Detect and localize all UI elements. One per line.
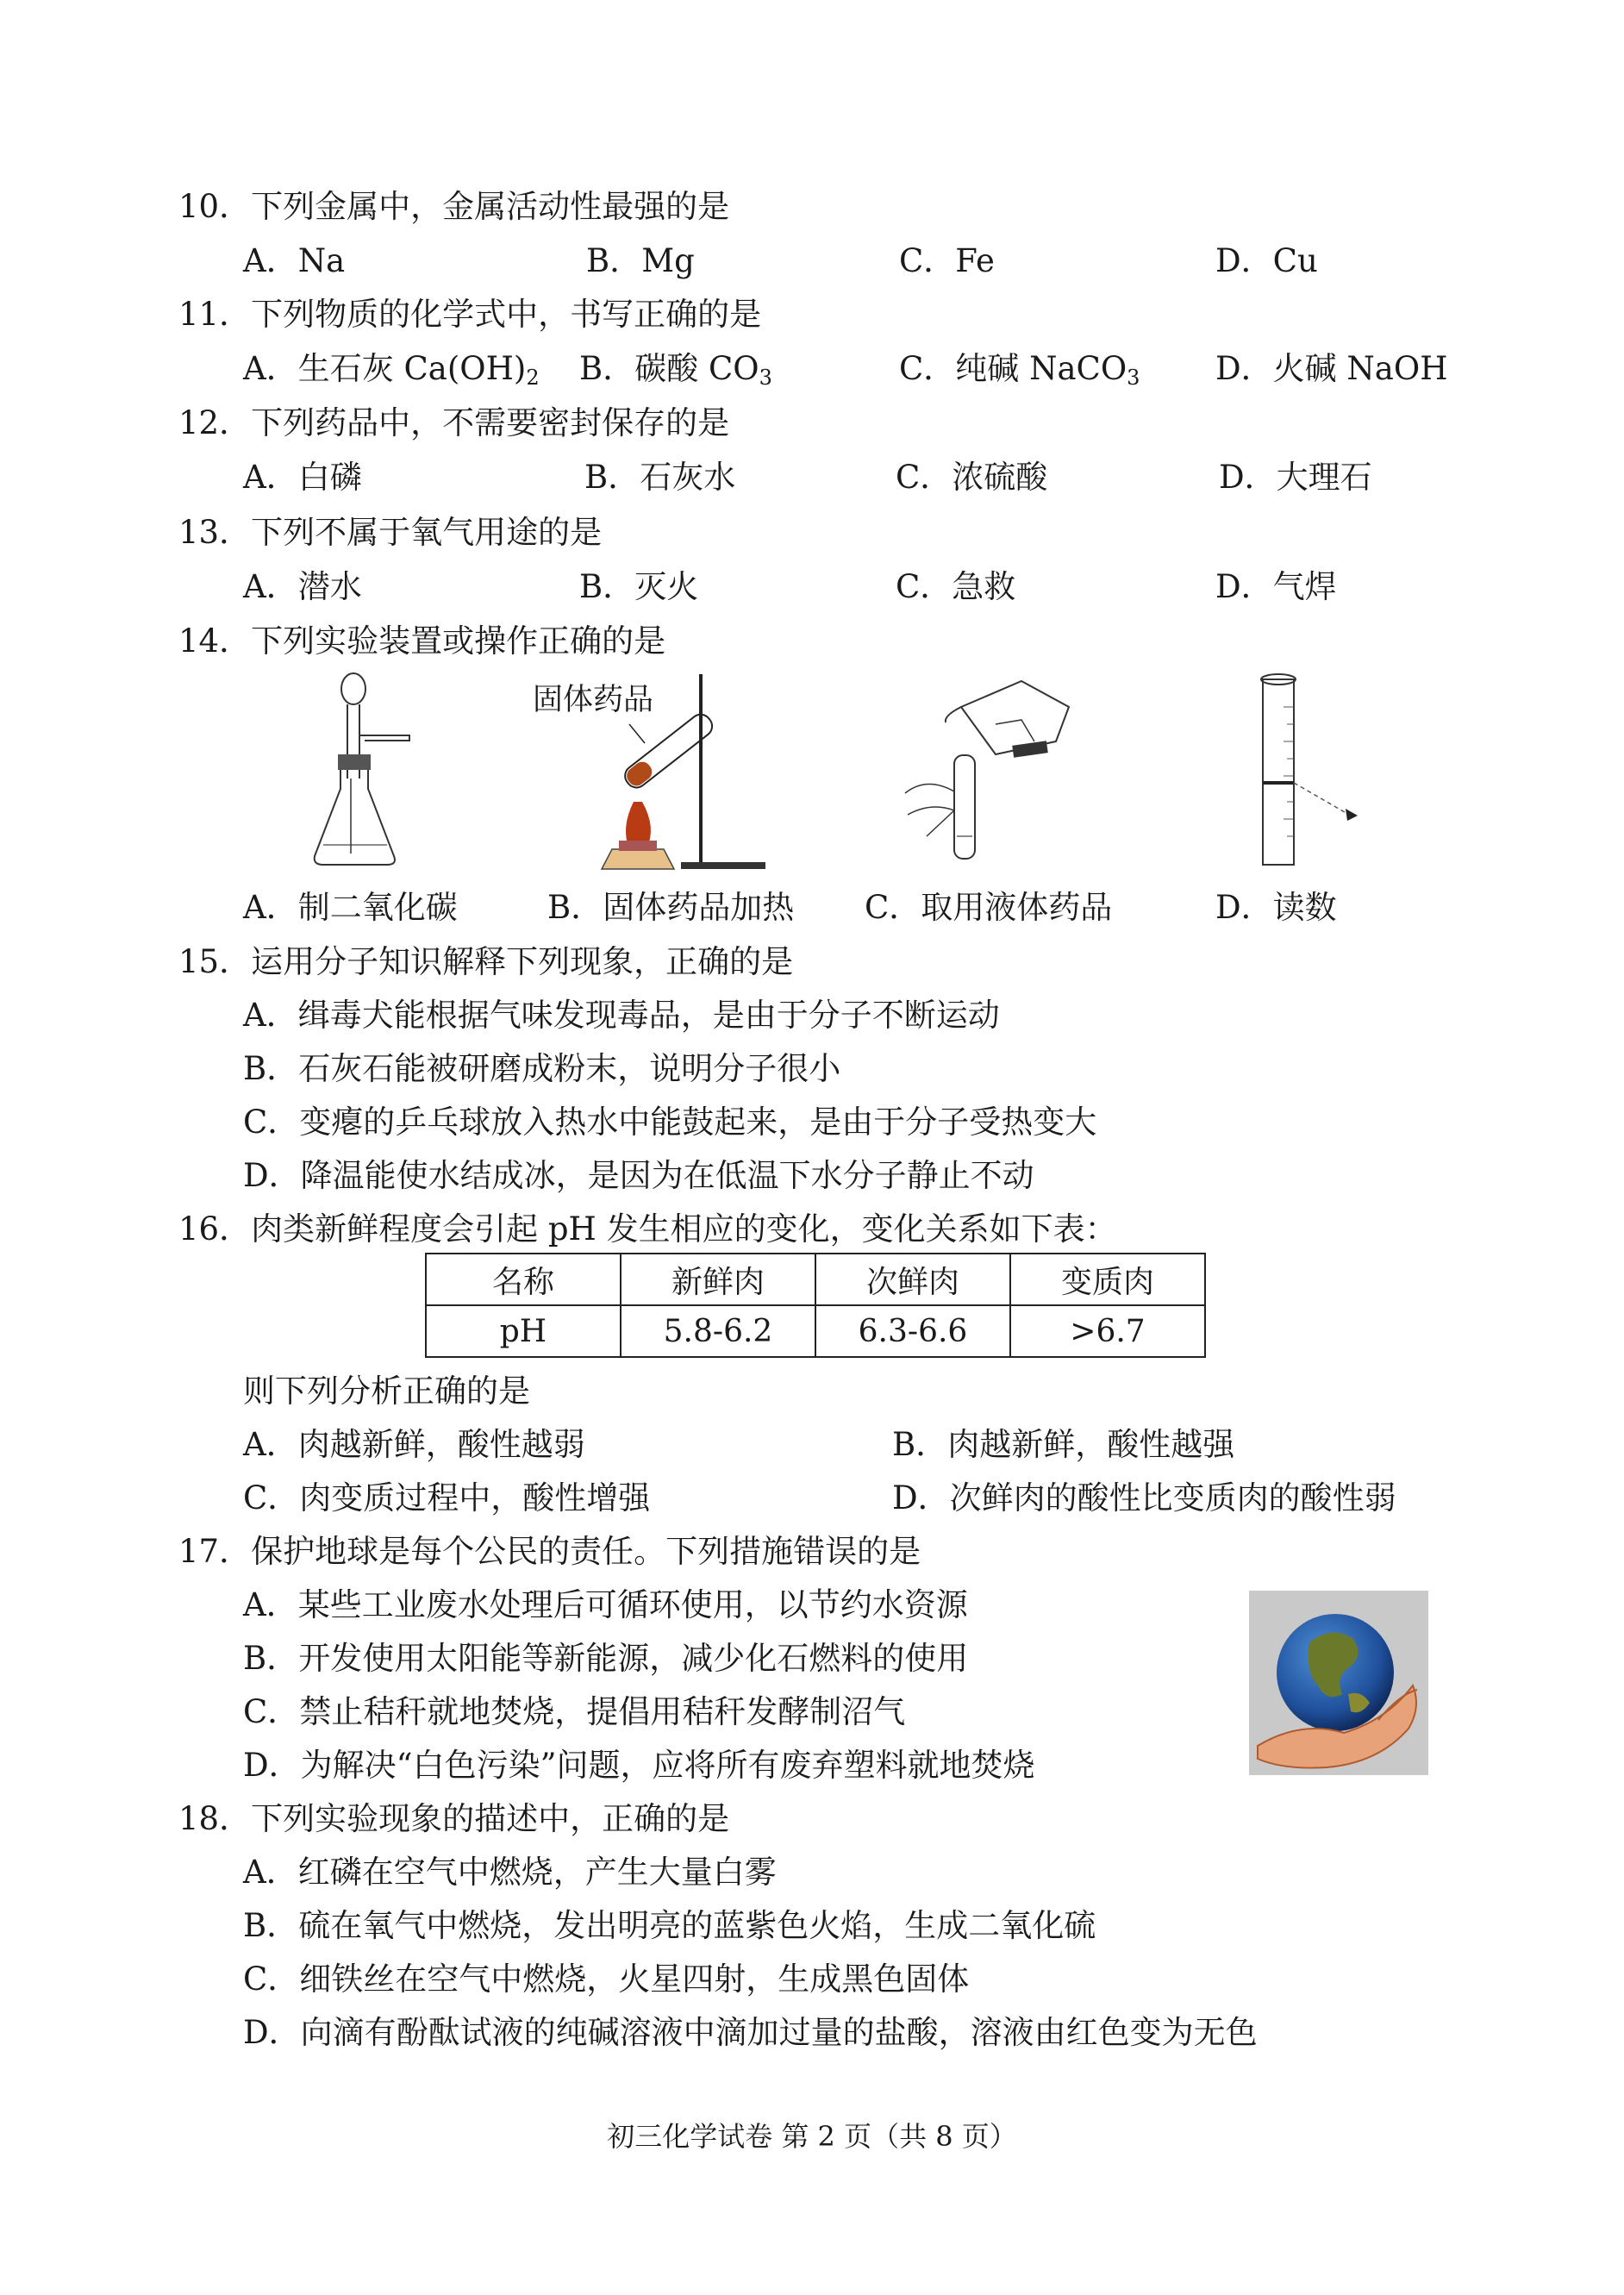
option-d: D．读数: [1215, 889, 1337, 926]
option-d: D．大理石: [1219, 459, 1372, 496]
question-12: [178, 404, 729, 442]
subscript: 3: [759, 366, 772, 390]
question-13: [178, 514, 602, 552]
option-c: C．取用液体药品: [865, 889, 1113, 926]
option-c: C．急救: [896, 568, 1016, 605]
question-number: 14．: [178, 622, 252, 660]
option-a: A．缉毒犬能根据气味发现毒品，是由于分子不断运动: [243, 997, 1000, 1034]
question-number: 10．: [178, 188, 252, 225]
question-17: [178, 1533, 921, 1571]
earth-in-hand-image: [1249, 1591, 1428, 1775]
question-stem: 下列药品中，不需要密封保存的是: [251, 404, 730, 441]
question-11: [178, 296, 761, 334]
question-stem: 保护地球是每个公民的责任。下列措施错误的是: [251, 1533, 921, 1570]
option-text: B．碳酸 CO: [579, 350, 759, 387]
option-a: A．肉越新鲜，酸性越弱: [243, 1426, 585, 1463]
graduated-cylinder-figure: [1246, 672, 1375, 871]
table-cell: 名称: [426, 1254, 621, 1305]
flask-apparatus-figure: [297, 668, 418, 875]
question-18: [178, 1800, 729, 1838]
question-follow-up: 则下列分析正确的是: [243, 1373, 530, 1410]
option-b: B．石灰石能被研磨成粉末，说明分子很小: [243, 1050, 841, 1087]
question-stem: 下列不属于氧气用途的是: [251, 514, 603, 551]
option-b: B．Mg: [586, 242, 695, 279]
question-number: 17．: [178, 1533, 252, 1570]
page-footer: 初三化学试卷 第 2 页（共 8 页）: [607, 2120, 1017, 2153]
ph-table: [425, 1253, 1206, 1358]
table-cell: 新鲜肉: [621, 1254, 815, 1305]
figure-label: 固体药品: [533, 683, 654, 717]
question-stem: 下列实验装置或操作正确的是: [251, 622, 666, 660]
option-a: A．潜水: [243, 568, 362, 605]
option-c: C．细铁丝在空气中燃烧，火星四射，生成黑色固体: [243, 1960, 970, 1998]
option-d: D．为解决“白色污染”问题，应将所有废弃塑料就地焚烧: [243, 1747, 1035, 1784]
question-number: 16．: [178, 1210, 252, 1248]
table-cell: >6.7: [1010, 1305, 1205, 1357]
question-10: [178, 188, 729, 226]
option-c: C．肉变质过程中，酸性增强: [243, 1479, 651, 1516]
option-d: D．气焊: [1215, 568, 1337, 605]
option-c: C．禁止秸秆就地焚烧，提倡用秸秆发酵制沼气: [243, 1693, 906, 1730]
option-a: A．某些工业废水处理后可循环使用，以节约水资源: [243, 1586, 968, 1623]
heating-apparatus-figure: [595, 672, 767, 879]
question-number: 13．: [178, 514, 252, 551]
option-b: B．固体药品加热: [547, 889, 795, 926]
option-a: [243, 350, 540, 388]
option-d: D．降温能使水结成冰，是因为在低温下水分子静止不动: [243, 1157, 1034, 1194]
question-number: 18．: [178, 1800, 252, 1837]
option-d: D．次鲜肉的酸性比变质肉的酸性弱: [892, 1479, 1396, 1516]
option-d: D．向滴有酚酞试液的纯碱溶液中滴加过量的盐酸，溶液由红色变为无色: [243, 2014, 1258, 2051]
table-header-row: [426, 1254, 1205, 1305]
table-cell: 变质肉: [1010, 1254, 1205, 1305]
option-a: A．Na: [243, 242, 346, 279]
option-c: C．Fe: [899, 242, 995, 279]
question-stem: 下列实验现象的描述中，正确的是: [251, 1800, 730, 1837]
option-b: B．开发使用太阳能等新能源，减少化石燃料的使用: [243, 1640, 969, 1677]
question-number: 15．: [178, 943, 252, 980]
question-stem: 下列金属中，金属活动性最强的是: [251, 188, 730, 225]
option-b: [579, 350, 772, 388]
option-text: A．生石灰 Ca(OH): [243, 350, 527, 387]
option-b: B．灭火: [579, 568, 699, 605]
question-number: 11．: [178, 296, 252, 333]
table-cell: 6.3-6.6: [815, 1305, 1010, 1357]
option-c: C．变瘪的乒乓球放入热水中能鼓起来，是由于分子受热变大: [243, 1104, 1097, 1141]
question-stem: 下列物质的化学式中，书写正确的是: [251, 296, 762, 333]
option-a: A．制二氧化碳: [243, 889, 458, 926]
pouring-liquid-figure: [892, 672, 1082, 871]
question-14: [178, 622, 665, 660]
question-stem: 运用分子知识解释下列现象，正确的是: [251, 943, 794, 980]
question-number: 12．: [178, 404, 252, 441]
question-16: [178, 1210, 1117, 1248]
option-d: D．Cu: [1215, 242, 1318, 279]
table-cell: 5.8-6.2: [621, 1305, 815, 1357]
option-b: B．石灰水: [584, 459, 736, 496]
table-cell: pH: [426, 1305, 621, 1357]
option-a: A．白磷: [243, 459, 362, 496]
table-row: [426, 1305, 1205, 1357]
question-stem: 肉类新鲜程度会引起 pH 发生相应的变化，变化关系如下表：: [251, 1210, 1117, 1248]
option-c: [899, 350, 1140, 388]
question-15: [178, 943, 793, 981]
option-text: C．纯碱 NaCO: [899, 350, 1127, 387]
option-d: D．火碱 NaOH: [1215, 350, 1448, 387]
table-cell: 次鲜肉: [815, 1254, 1010, 1305]
option-c: C．浓硫酸: [896, 459, 1048, 496]
option-b: B．肉越新鲜，酸性越强: [892, 1426, 1235, 1463]
option-b: B．硫在氧气中燃烧，发出明亮的蓝紫色火焰，生成二氧化硫: [243, 1907, 1096, 1944]
subscript: 3: [1127, 366, 1140, 390]
option-a: A．红磷在空气中燃烧，产生大量白雾: [243, 1854, 777, 1891]
subscript: 2: [526, 366, 540, 390]
